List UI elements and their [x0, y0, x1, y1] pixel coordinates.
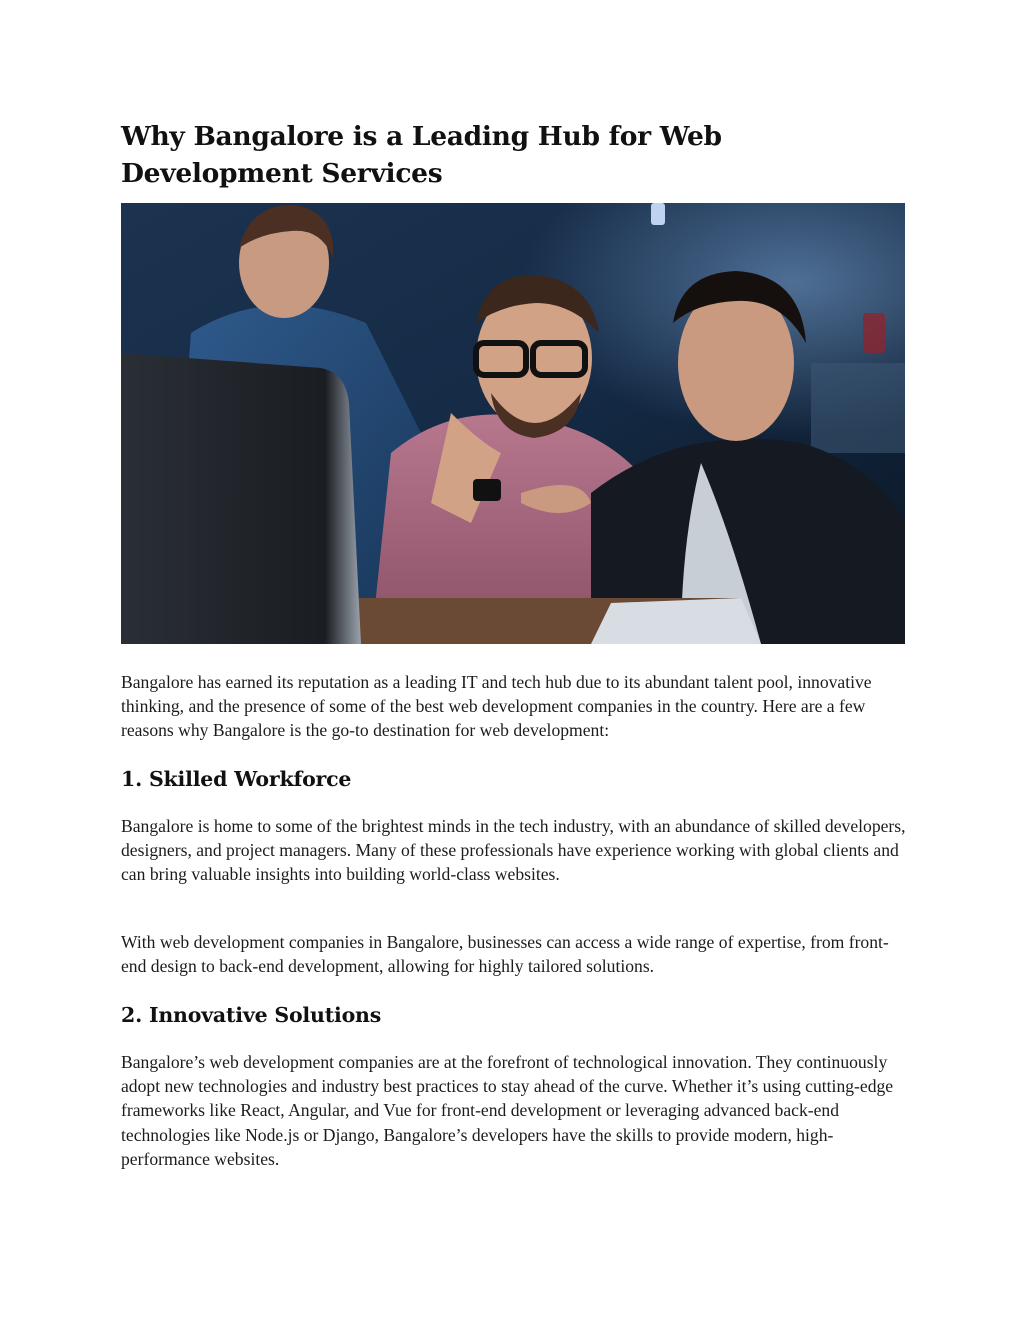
- article: [121, 118, 911, 1169]
- hero-image: [121, 203, 905, 644]
- section-1-paragraph-1: Bangalore is home to some of the brightest minds in the tech industry, with an abundance of skilled developers, designers, and project managers. Many of these professionals have experience working with global clients and can bring valuable insights into building world-class websites.: [121, 816, 906, 885]
- article-title: Why Bangalore is a Leading Hub for Web Development Services: [121, 121, 722, 189]
- section-1-paragraph-2: With web development companies in Bangalore, businesses can access a wide range of expertise, from front-end design to back-end development, allowing for highly tailored solutions.: [121, 932, 889, 977]
- intro-paragraph: Bangalore has earned its reputation as a leading IT and tech hub due to its abundant talent pool, innovative thinking, and the presence of some of the best web development companies in the country. Here are a few reasons why Bangalore is the go-to destination for web development:: [121, 672, 872, 741]
- section-2-paragraph-1: Bangalore’s web development companies are at the forefront of technological innovation. They continuously adopt new technologies and industry best practices to stay ahead of the curve. Whether it’s using cutting-edge frameworks like React, Angular, and Vue for front-end development or leveraging advanced back-end technologies like Node.js or Django, Bangalore’s developers have the skills to provide modern, high-performance websites.: [121, 1052, 894, 1169]
- section-heading-innovative-solutions: 2. Innovative Solutions: [121, 1003, 382, 1027]
- section-heading-skilled-workforce: 1. Skilled Workforce: [121, 767, 352, 791]
